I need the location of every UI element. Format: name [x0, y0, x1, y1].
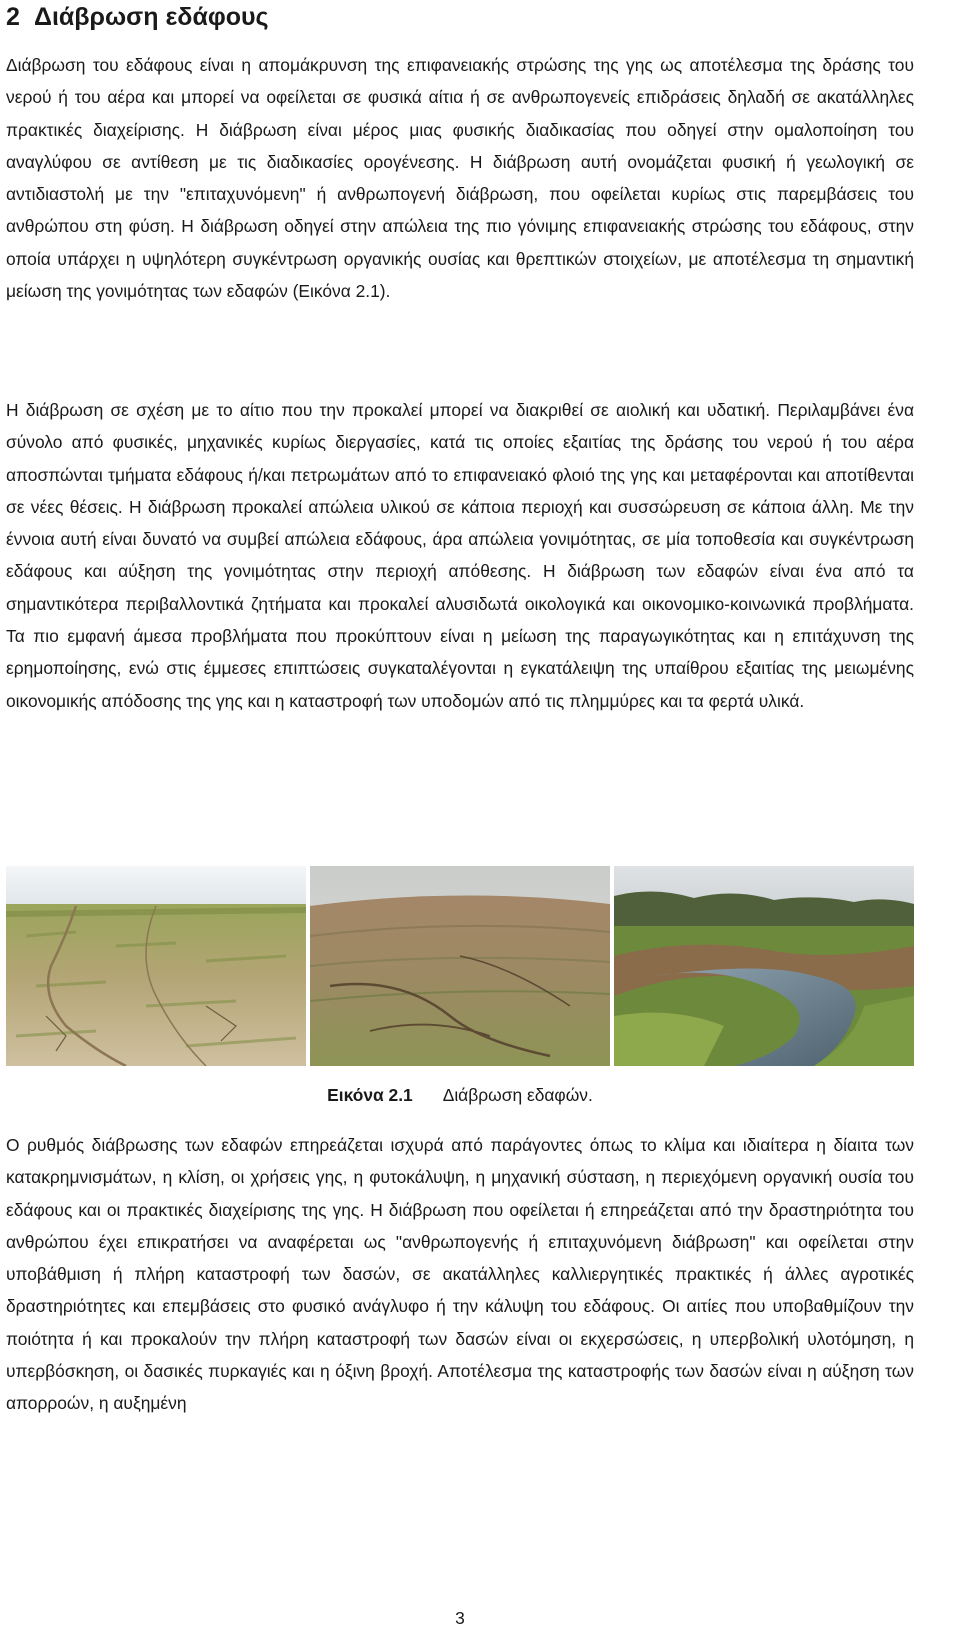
eroded-slope-photo [310, 866, 610, 1066]
section-title: Διάβρωση εδάφους [34, 3, 269, 31]
figure-erosion-photos [6, 866, 914, 1066]
paragraph-1: Διάβρωση του εδάφους είναι η απομάκρυνση της επιφανειακής στρώσης της γης ως αποτέλεσμα της δράσης του νερού ή του αέρα και μπορεί να οφείλεται σε φυσικά αίτια ή σε ανθρωπογενείς επιδράσεις δηλαδή σε ακατάλληλες πρακτικές διαχείρισης. Η διάβρωση είναι μέρος μιας φυσικής διαδικασίας που οδηγεί στην ομαλοποίηση του αναγλύφου σε αντίθεση με τις διαδικασίες ορογένεσης. Η διάβρωση αυτή ονομάζεται φυσική ή γεωλογική σε αντιδιαστολή με την "επιταχυνόμενη" ή ανθρωπογενή διάβρωση, που οφείλεται κυρίως στις παρεμβάσεις του ανθρώπου στη φύση. Η διάβρωση οδηγεί στην απώλεια της πιο γόνιμης επιφανειακής στρώσης του εδάφους, στην οποία υπάρχει η υψηλότερη συγκέντρωση οργανικής ουσίας και θρεπτικών στοιχείων, με αποτέλεσμα τη σημαντική μείωση της γονιμότητας των εδαφών (Εικόνα 2.1). [6, 55, 914, 302]
stream-gully-photo [614, 866, 914, 1066]
cracked-field-photo [6, 866, 306, 1066]
paragraph-2: Η διάβρωση σε σχέση με το αίτιο που την προκαλεί μπορεί να διακριθεί σε αιολική και υδατική. Περιλαμβάνει ένα σύνολο από φυσικές, μηχανικές κυρίως διεργασίες, κατά τις οποίες εξαιτίας της δράσης του νερού ή του αέρα αποσπώνται τμήματα εδάφους ή/και πετρωμάτων από το επιφανειακό φλοιό της γης και μεταφέρονται και αποτίθενται σε νέες θέσεις. Η διάβρωση προκαλεί απώλεια υλικού σε κάποια περιοχή και συσσώρευση σε κάποια άλλη. Με την έννοια αυτή είναι δυνατό να συμβεί απώλεια εδάφους, άρα απώλεια γονιμότητας, σε μία τοποθεσία και συγκέντρωση εδάφους και αύξηση της γονιμότητας στην περιοχή απόθεσης. Η διάβρωση των εδαφών είναι ένα από τα σημαντικότερα περιβαλλοντικά ζητήματα και προκαλεί αλυσιδωτά οικολογικά και οικονομικο-κοινωνικά προβλήματα. Τα πιο εμφανή άμεσα προβλήματα που προκύπτουν είναι η μείωση της παραγωγικότητας και η επιτάχυνση της ερημοποίησης, ενώ στις έμμεσες επιπτώσεις συγκαταλέγονται η εγκατάλειψη της υπαίθρου εξαιτίας της μειωμένης οικονομικής απόδοσης της γης και η καταστροφή των υποδομών από τις πλημμύρες και τα φερτά υλικά. [6, 400, 914, 711]
section-heading [6, 0, 269, 34]
figure-caption-text: Διάβρωση εδαφών. [442, 1085, 593, 1105]
section-number: 2 [6, 3, 20, 31]
figure-caption [6, 1079, 914, 1111]
figure-label: Εικόνα 2.1 [327, 1085, 413, 1105]
paragraph-3: Ο ρυθμός διάβρωσης των εδαφών επηρεάζεται ισχυρά από παράγοντες όπως το κλίμα και ιδιαίτερα η δίαιτα των κατακρημνισμάτων, η κλίση, οι χρήσεις γης, η φυτοκάλυψη, η μηχανική σύσταση, η περιεχόμενη οργανική ουσία του εδάφους και οι πρακτικές διαχείρισης της γης. Η διάβρωση που οφείλεται ή επηρεάζεται από την δραστηριότητα του ανθρώπου έχει επικρατήσει να αναφέρεται ως "ανθρωπογενής ή επιταχυνόμενη διάβρωση" και οφείλεται στην υποβάθμιση ή πλήρη καταστροφή των δασών, σε ακατάλληλες καλλιεργητικές πρακτικές ή άλλες αγροτικές δραστηριότητες και επεμβάσεις στο φυσικό ανάγλυφο ή την κάλυψη του εδάφους. Οι αιτίες που υποβαθμίζουν την ποιότητα ή και προκαλούν την πλήρη καταστροφή των δασών είναι οι εκχερσώσεις, η υπερβολική υλοτόμηση, η υπερβόσκηση, οι δασικές πυρκαγιές και η όξινη βροχή. Αποτέλεσμα της καταστροφής των δασών είναι η αύξηση των απορροών, η αυξημένη [6, 1135, 914, 1414]
page-number: 3 [455, 1608, 465, 1628]
